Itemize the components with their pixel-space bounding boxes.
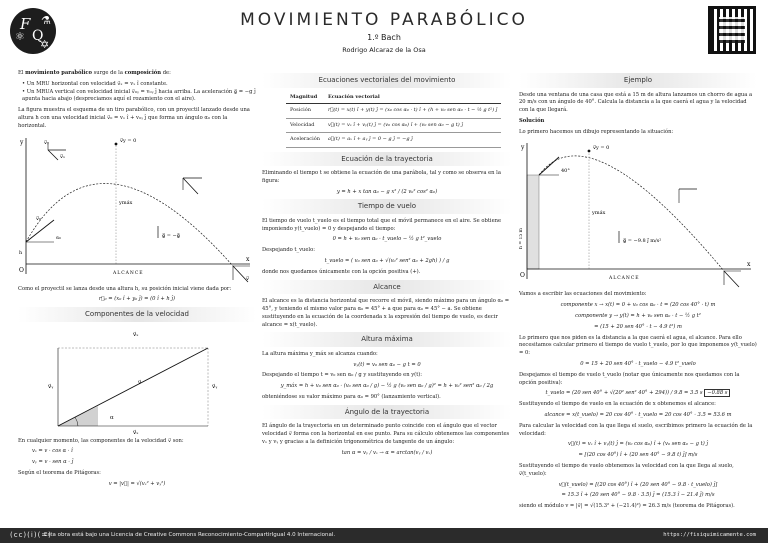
velocity-equation-3: v⃗(t_vuelo) = [(20 cos 40°) î + (20 sen 40° − 9.8 · t_vuelo) ĵ]: [558, 481, 718, 488]
velocity-equation-2: = [(20 cos 40°) î + (20 sen 40° − 9.8 t) ĵ] m/s: [578, 452, 698, 459]
gravity-label: g⃗ = −g⃗: [162, 232, 180, 239]
velocity-sub-text: Sustituyendo el tiempo de vuelo obtenemos la velocidad con la que llega al suelo, v⃗(t_vuelo):: [519, 463, 734, 477]
height-despeja-text: Despejando el tiempo t = v₀ sen α₀ / g y sustituyendo en y(t):: [262, 372, 423, 379]
position-equation: r⃗₀ = (x₀ î + y₀ ĵ) = (0 î + h ĵ): [98, 296, 176, 303]
list-item: • Un MRUA vertical con velocidad inicial v⃗₀ᵧ = v₀ᵧ ĵ hacia arriba. La aceleración g⃗ = −g ĵ apunta hacia abajo (despreciamos aquí el rozamiento con el aire).: [22, 89, 256, 105]
vx-component-label: v⃗ₓ: [133, 331, 139, 338]
flight-equation-1: 0 = h + v₀ sen α₀ · t_vuelo − ½ g t²_vuelo: [332, 236, 442, 243]
section-title-max-height: Altura máxima: [262, 332, 512, 347]
section-title-flight-time: Tiempo de vuelo: [262, 199, 512, 214]
v-label: v⃗: [246, 275, 249, 282]
vx-equation: vₓ = v · cos α · î: [32, 448, 73, 455]
atom-icon: ⚛: [15, 30, 25, 43]
height-label: h: [19, 249, 23, 256]
qr-code[interactable]: [708, 6, 756, 54]
section-title-components: Componentes de la velocidad: [18, 307, 256, 322]
y-axis-label: y: [20, 138, 24, 146]
vy-component-right-label: v⃗ᵧ: [212, 383, 218, 390]
velocity-vector-label: v⃗: [138, 379, 142, 386]
figure-intro-text: La figura muestra el esquema de un tiro parabólico, con un proyectil lanzado desde una altura h con una velocidad inicial v⃗₀ = vₓ î + v₀ᵧ ĵ que forma un ángulo α₀ con la horizontal.: [18, 107, 250, 129]
x-axis-label: x: [747, 261, 751, 269]
velocity-text: Para calcular la velocidad con la que llega el suelo, escribimos primero la ecuación de la velocidad:: [519, 422, 753, 437]
fall-equation: 0 = 15 + 20 sen 40° · t_vuelo − 4.9 t²_vuelo: [580, 361, 696, 368]
clear-text: Despejamos el tiempo de vuelo t_vuelo (notar que únicamente nos quedamos con la opción positiva):: [519, 371, 740, 386]
alpha-angle-label: α: [110, 414, 114, 421]
trajectory-equation: y = h + x tan α₀ − g x² / (2 v₀² cos² α₀): [336, 188, 438, 195]
flight-equation-2: t_vuelo = ( v₀ sen α₀ + √(v₀² sen² α₀ + 2gh) ) / g: [324, 258, 450, 265]
height-label: h = 15 m: [519, 228, 524, 250]
component-y-equation: componente y → y(t) = h + v₀ sen α₀ · t − ½ g t²: [575, 313, 701, 320]
velocity-components-diagram: [18, 326, 256, 436]
section-title-range: Alcance: [262, 280, 512, 295]
component-y-equation-2: = (15 + 20 sen 40° · t − 4.9 t²) m: [594, 323, 682, 330]
vx-label: v⃗ₓ: [60, 153, 66, 160]
flight-text: El tiempo de vuelo t_vuelo es el tiempo total que el móvil permanece en el aire. Se obtiene imponiendo y(t_vuelo) = 0 y despejando el tiempo:: [262, 217, 502, 232]
creative-commons-icon[interactable]: (cc)(i)(=): [10, 531, 52, 539]
angle-equation: tan α = vᵧ / vₓ → α = arctan(vᵧ / vₓ): [341, 449, 433, 456]
tvuelo-equation: t_vuelo = (20 sen 40° + √(20² sen² 40° + 294)) / 9.8 = 3.5 s −0.88 s: [519, 390, 757, 398]
composition-list: [22, 81, 256, 104]
column-theory: [18, 70, 256, 492]
origin-label: O: [520, 272, 525, 280]
vx-component-bottom-label: v⃗ₓ: [133, 429, 139, 436]
page-title: MOVIMIENTO PARABÓLICO: [240, 10, 528, 30]
y-axis-label: y: [521, 144, 525, 152]
section-title-vectorial: Ecuaciones vectoriales del movimiento: [262, 73, 512, 88]
solution-label: Solución: [519, 117, 545, 124]
height-text: La altura máxima y_máx se alcanza cuando:: [262, 350, 378, 357]
range-result-equation: alcance = x(t_vuelo) = 20 cos 40° · t_vuelo = 20 cos 40° · 3.5 = 53.6 m: [544, 412, 732, 419]
example-diagram: [519, 139, 757, 289]
range-label: ALCANCE: [113, 270, 144, 276]
range-label: ALCANCE: [609, 276, 640, 282]
fall-text: Lo primero que nos piden es la distancia a la que caerá el agua, el alcance. Para ello necesitamos calcular primero el tiempo de vuelo t_vuelo, por lo que imponemos y(t_vuelo) = 0:: [519, 334, 757, 357]
course-level: 1.º Bach: [367, 33, 401, 42]
license-footer: [0, 528, 768, 543]
equations-intro: Vamos a escribir las ecuaciones del movimiento:: [519, 291, 647, 298]
height-note: obteniéndose su valor máximo para α₀ = 90° (lanzamiento vertical).: [262, 394, 441, 401]
vector-equations-table: [286, 92, 501, 148]
website-link[interactable]: https://fisiquimicamente.com: [663, 532, 756, 538]
velocity-equation-4: = 15.3 î + (20 sen 40° − 9.8 · 3.5) ĵ = (15.3 î − 21.4 ĵ) m/s: [561, 492, 715, 499]
height-equation-2: y_máx = h + v₀ sen α₀ · (v₀ sen α₀ / g) − ½ g (v₀ sen α₀ / g)² = h + v₀² sen² α₀ / 2g: [280, 383, 494, 390]
section-title-example: Ejemplo: [519, 73, 757, 88]
range-text: El alcance es la distancia horizontal que recorre el móvil, siendo máximo para un ángulo α₀ = 45°, y teniendo el mismo valor para α₀ = 45° + a que para α₀ = 45° − a. Se obtiene sustituyendo en la ecuación de la coordenada x la expresión del tiempo de vuelo, es decir alcance = x(t_vuelo).: [262, 298, 510, 328]
components-text: En cualquier momento, las componentes de la velocidad v⃗ son:: [18, 437, 184, 444]
solution-intro: Lo primero hacemos un dibujo representando la situación:: [519, 128, 674, 135]
flight-note: donde nos quedamos únicamente con la opción positiva (+).: [262, 268, 421, 275]
v0-label: v⃗₀: [36, 215, 41, 222]
pitagoras-text: Según el teorema de Pitágoras:: [18, 470, 101, 477]
launch-angle-label: 40°: [561, 168, 570, 175]
license-text[interactable]: Esta obra está bajo una Licencia de Creative Commons Reconocimiento-CompartirIgual 4.0 Internacional.: [44, 532, 336, 538]
table-row: Aceleración a⃗(t) = aₓ î + aᵧ ĵ = 0 − g ĵ = −g ĵ: [286, 133, 501, 148]
flight-despeja-text: Despejando t_vuelo:: [262, 247, 315, 254]
page-header: [0, 0, 768, 64]
component-x-equation: componente x → x(t) = 0 + v₀ cos α₀ · t = (20 cos 40° · t) m: [560, 302, 716, 309]
column-equations: [262, 70, 512, 461]
vy-zero-label: v⃗y = 0: [120, 137, 137, 144]
table-header: Magnitud: [286, 92, 324, 104]
substitution-text: Sustituyendo el tiempo de vuelo en la ecuación de x obtenemos el alcance:: [519, 401, 716, 408]
ymax-label: ymáx: [592, 210, 606, 217]
star-icon: ✡: [40, 38, 50, 51]
list-item: • Un MRU horizontal con velocidad v⃗ₓ = vₓ î constante.: [22, 81, 256, 89]
section-title-trajectory: Ecuación de la trayectoria: [262, 152, 512, 167]
ymax-label: ymáx: [119, 199, 133, 206]
author-name: Rodrigo Alcaraz de la Osa: [342, 46, 426, 54]
flask-icon: ⚗: [41, 14, 51, 27]
vy-component-label: v⃗ᵧ: [48, 383, 54, 390]
velocity-equation-1: v⃗(t) = vₓ î + vᵧ(t) ĵ = (v₀ cos α₀) î + (v₀ sen α₀ − g t) ĵ: [567, 441, 708, 448]
trajectory-text: Eliminando el tiempo t se obtiene la ecuación de una parábola, tal y como se observa en la figura:: [262, 170, 501, 184]
vy-zero-label: v⃗y = 0: [593, 145, 610, 152]
tvuelo-negative-box: −0.88 s: [704, 389, 730, 397]
intro-text: El movimiento parabólico surge de la composición de:: [18, 70, 171, 76]
origin-label: O: [19, 266, 24, 274]
height-equation-1: vᵧ(t) = v₀ sen α₀ − g t = 0: [353, 361, 421, 368]
pitagoras-equation: v = |v⃗| = √(vₓ² + vᵧ²): [108, 480, 166, 487]
angle-text: El ángulo de la trayectoria en un determinado punto coincide con el ángulo que el vector velocidad v⃗ forma con la horizontal en ese punto. Para su cálculo obtenemos las componentes vₓ y vᵧ y gracias a la definición trigonométrica de tangente de un ángulo:: [262, 423, 510, 445]
modulus-text: siendo el módulo v = |v⃗| = √(15.3² + (−21.4)²) = 26.3 m/s (teorema de Pitágoras).: [519, 503, 735, 510]
logo-letter-f: F: [20, 15, 31, 33]
vy-label: v⃗ᵧ: [44, 139, 49, 146]
projectile-diagram: [18, 134, 256, 284]
section-title-angle: Ángulo de la trayectoria: [262, 405, 512, 420]
x-axis-label: x: [246, 255, 250, 263]
table-header: Ecuación vectorial: [324, 92, 501, 104]
vy-equation: vᵧ = v · sen α · ĵ: [32, 459, 74, 466]
problem-statement: Desde una ventana de una casa que está a 15 m de altura lanzamos un chorro de agua a 20 m/s con un ángulo de 40°. Calcula la distancia a la que caerá el agua y la velocidad con la que llegará.: [519, 91, 753, 114]
alpha0-label: α₀: [56, 235, 61, 241]
column-example: [519, 70, 757, 514]
logo-letter-q: Q: [32, 28, 44, 44]
position-text: Como el proyectil se lanza desde una altura h, su posición inicial viene dada por:: [18, 285, 232, 292]
gravity-label: g⃗ = −9.8 j⃗ m/s²: [623, 238, 662, 245]
table-row: Posición r⃗(t) = x(t) î + y(t) ĵ = (x₀ cos α₀ · t) î + (h + v₀ sen α₀ · t − ½ g t²) ĵ: [286, 104, 501, 119]
table-row: Velocidad v⃗(t) = vₓ î + vᵧ(t) ĵ = (v₀ cos α₀) î + (v₀ sen α₀ − g t) ĵ: [286, 118, 501, 133]
